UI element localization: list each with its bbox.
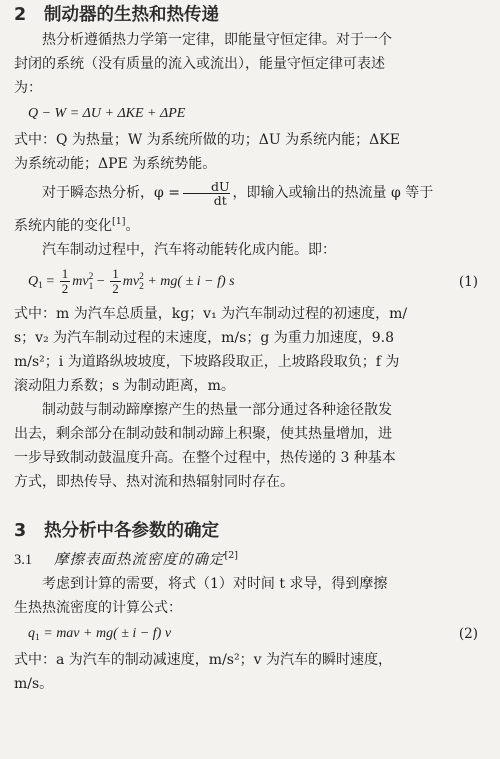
fraction-numerator: 1 bbox=[61, 266, 69, 282]
paragraph-line: 出去，剩余部分在制动鼓和制动蹄上积聚，使其热量增加，进 bbox=[14, 426, 392, 442]
equation-1 bbox=[14, 262, 488, 302]
where-line: s；v₂ 为汽车制动过程的末速度，m/s；g 为重力加速度，9.8 bbox=[14, 330, 395, 346]
eq-term: mv bbox=[72, 274, 89, 289]
eq-symbol: Q bbox=[28, 274, 39, 289]
text-run: 对于瞬态热分析，φ = bbox=[42, 185, 180, 201]
equation-energy bbox=[14, 100, 488, 128]
where-line: 式中：Q 为热量；W 为系统所做的功；ΔU 为系统内能；ΔKE bbox=[14, 132, 400, 148]
eq-op: − bbox=[93, 274, 109, 289]
equation-text: Q − W = ΔU + ΔKE + ΔPE bbox=[28, 106, 186, 121]
paragraph-line: 热分析遵循热力学第一定律，即能量守恒定律。对于一个 bbox=[42, 32, 392, 48]
paragraph-line bbox=[14, 210, 488, 238]
citation: [2] bbox=[224, 550, 238, 561]
subsection-3-1-heading bbox=[14, 544, 488, 572]
section-3-heading bbox=[14, 518, 488, 544]
equation-2 bbox=[14, 620, 488, 648]
eq-op: = bbox=[42, 274, 58, 289]
paragraph-line: 考虑到计算的需要，将式（1）对时间 t 求导，得到摩擦 bbox=[42, 576, 388, 592]
eq-superscript: 2 bbox=[139, 271, 144, 282]
paragraph-line: 方式，即热传导、热对流和热辐射同时存在。 bbox=[14, 474, 294, 490]
eq-subscript: 1 bbox=[35, 633, 40, 643]
subsection-title: 摩擦表面热流密度的确定 bbox=[54, 552, 225, 568]
fraction-half bbox=[60, 267, 71, 296]
where-line: 为系统动能；ΔPE 为系统势能。 bbox=[14, 156, 217, 172]
equation-number: (1) bbox=[458, 274, 478, 290]
section-2-heading bbox=[14, 2, 488, 28]
text-run: 系统内能的变化 bbox=[14, 218, 112, 234]
eq-term: = mav + mg( ± i − f) v bbox=[39, 626, 172, 641]
paragraph-line: 一步导致制动鼓温度升高。在整个过程中，热传递的 3 种基本 bbox=[14, 450, 396, 466]
subsection-number: 3.1 bbox=[14, 552, 33, 568]
paragraph-line: 生热热流密度的计算公式： bbox=[14, 600, 182, 616]
fraction-dudt bbox=[183, 180, 230, 207]
where-line: 式中：m 为汽车总质量，kg；v₁ 为汽车制动过程的初速度，m/ bbox=[14, 306, 408, 322]
section-title: 热分析中各参数的确定 bbox=[44, 521, 219, 541]
equation-number: (2) bbox=[458, 626, 478, 642]
eq-term: + mg( ± i − f) s bbox=[143, 274, 235, 289]
where-line: m/s。 bbox=[14, 676, 54, 692]
section-number: 3 bbox=[14, 521, 27, 541]
where-line: 式中：a 为汽车的制动减速度，m/s²；v 为汽车的瞬时速度， bbox=[14, 652, 392, 668]
where-line: 滚动阻力系数；s 为制动距离，m。 bbox=[14, 378, 235, 394]
fraction-half bbox=[110, 267, 121, 296]
eq-superscript: 2 bbox=[88, 271, 94, 282]
paragraph-line: 制动鼓与制动蹄摩擦产生的热量一部分通过各种途径散发 bbox=[42, 402, 392, 418]
eq-subscript: 1 bbox=[38, 281, 43, 291]
eq-subscript: 2 bbox=[139, 281, 144, 292]
eq-subscript: 1 bbox=[88, 281, 94, 292]
fraction-numerator: dU bbox=[183, 180, 230, 194]
text-run: ，即输入或输出的热流量 φ 等于 bbox=[232, 185, 434, 201]
citation: [1] bbox=[112, 216, 126, 227]
fraction-denominator: dt bbox=[213, 192, 227, 208]
paragraph-line: 为： bbox=[14, 80, 42, 96]
fraction-numerator: 1 bbox=[112, 266, 119, 282]
eq-term: mv bbox=[122, 274, 140, 289]
where-line: m/s²；i 为道路纵坡坡度，下坡路段取正，上坡路段取负；f 为 bbox=[14, 354, 400, 370]
fraction-denominator: 2 bbox=[112, 281, 119, 297]
text-run: 。 bbox=[125, 218, 140, 234]
section-title: 制动器的生热和热传递 bbox=[44, 5, 219, 25]
eq-symbol: q bbox=[28, 626, 35, 641]
paragraph-line: 汽车制动过程中，汽车将动能转化成内能。即： bbox=[42, 242, 336, 258]
fraction-denominator: 2 bbox=[61, 281, 69, 297]
section-number: 2 bbox=[14, 5, 27, 25]
paragraph-line: 封闭的系统（没有质量的流入或流出），能量守恒定律可表述 bbox=[14, 56, 385, 72]
paragraph-transient bbox=[14, 176, 488, 210]
